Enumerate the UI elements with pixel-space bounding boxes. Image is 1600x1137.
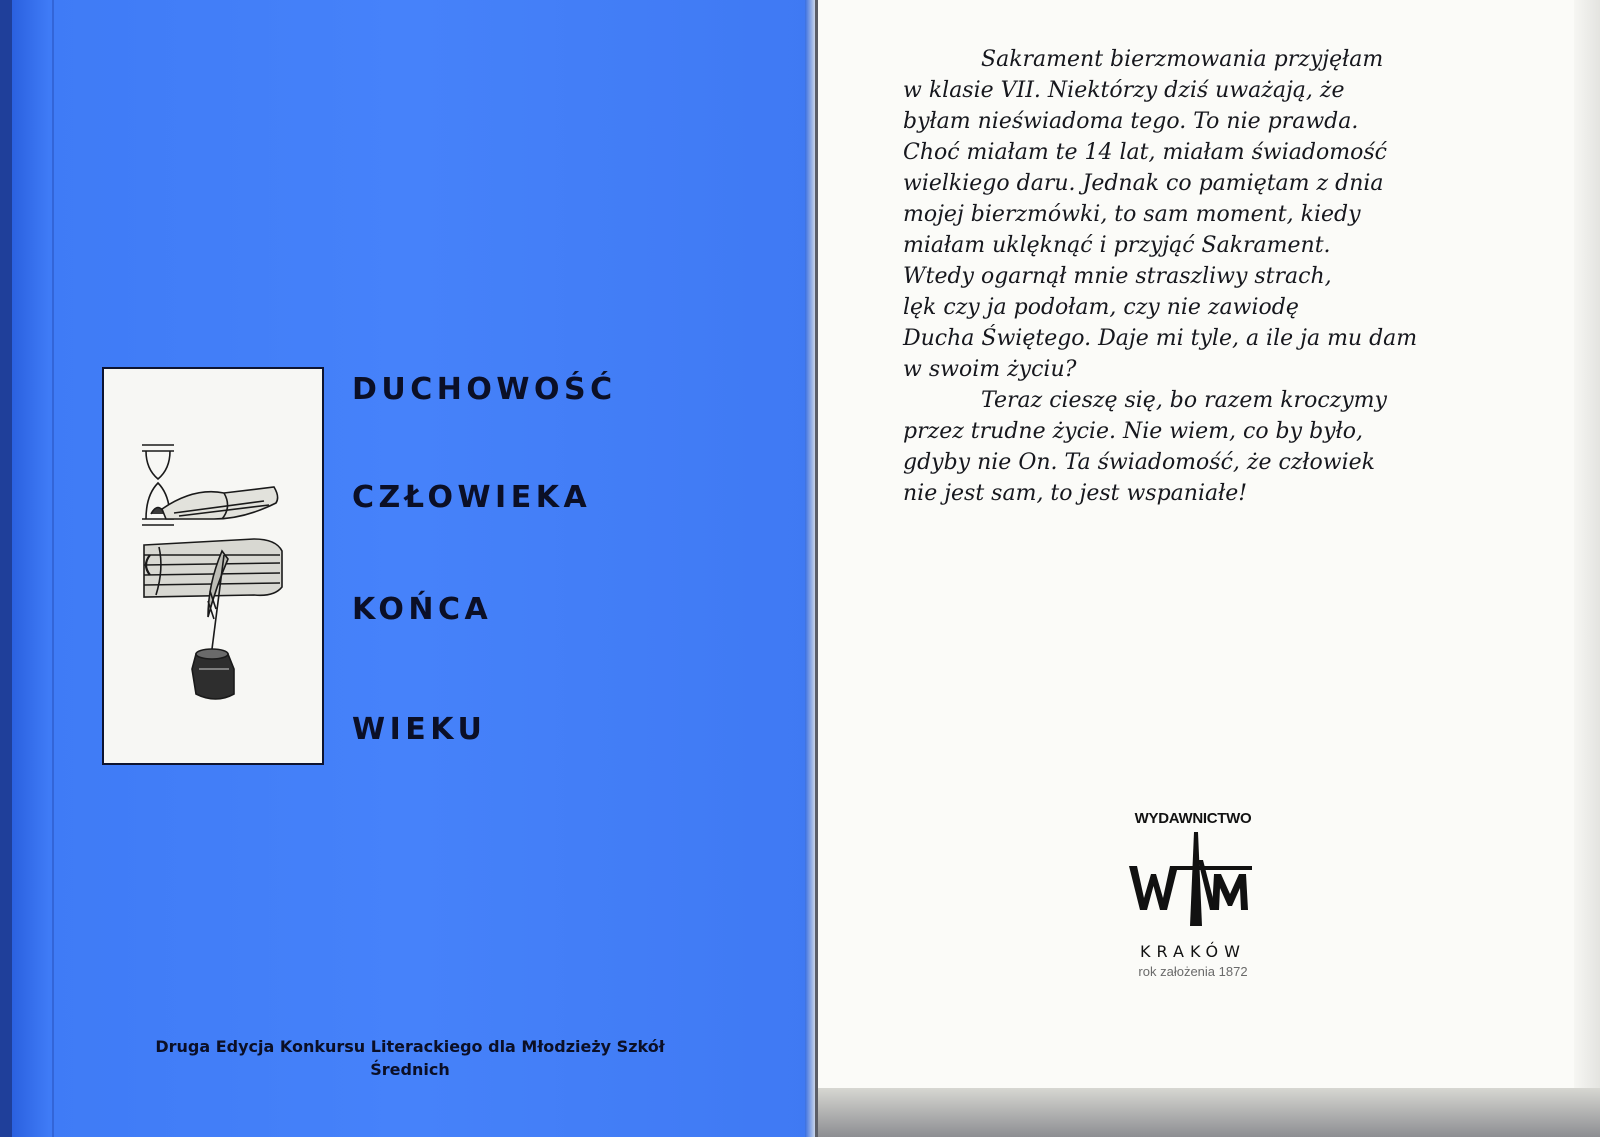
handwritten-line: w swoim życiu? [903, 357, 1077, 382]
cover-right-edge [805, 0, 815, 1137]
back-cover-right-edge [1574, 0, 1600, 1088]
publisher-founded: rok założenia 1872 [1138, 964, 1248, 979]
handwritten-line: w klasie VII. Niektórzy dziś uważają, że [903, 78, 1345, 103]
back-cover-shadow [818, 1088, 1600, 1137]
handwritten-line: Ducha Świętego. Daje mi tyle, a ile ja mu dam [903, 326, 1418, 351]
cover-spine-edge [0, 0, 12, 1137]
handwritten-line: mojej bierzmówki, to sam moment, kiedy [903, 202, 1361, 227]
cover-title-line-2: CZŁOWIEKA [352, 480, 592, 515]
cover-subtitle-line-1: Druga Edycja Konkursu Literackiego dla Młodzieży Szkół [155, 1037, 665, 1056]
publisher-city: KRAKÓW [1140, 942, 1246, 961]
publisher-logo [1118, 810, 1268, 990]
handwritten-line: miałam uklęknąć i przyjąć Sakrament. [903, 233, 1331, 258]
cover-title-line-3: KOŃCA [352, 592, 493, 627]
handwritten-line: przez trudne życie. Nie wiem, co by było, [903, 419, 1363, 444]
cover-illustration [102, 367, 324, 765]
hourglass-books-quill-drawing [104, 369, 322, 763]
handwritten-line: Wtedy ogarnął mnie straszliwy strach, [903, 264, 1332, 289]
cover-title-line-4: WIEKU [352, 712, 487, 747]
cover-title-line-1: DUCHOWOŚĆ [352, 372, 617, 407]
handwritten-testimony [903, 44, 1503, 509]
handwritten-line: byłam nieświadoma tego. To nie prawda. [903, 109, 1359, 134]
handwritten-line: Choć miałam te 14 lat, miałam świadomość [903, 140, 1387, 165]
handwritten-line: nie jest sam, to jest wspaniałe! [903, 481, 1248, 506]
cover-subtitle [100, 1035, 720, 1081]
cover-fold-line [52, 0, 54, 1137]
handwritten-line: Teraz cieszę się, bo razem kroczymy [981, 388, 1387, 413]
back-cover [818, 0, 1600, 1088]
handwritten-line: Sakrament bierzmowania przyjęłam [981, 47, 1384, 72]
cover-subtitle-line-2: Średnich [370, 1060, 450, 1079]
handwritten-line: lęk czy ja podołam, czy nie zawiodę [903, 295, 1299, 320]
handwritten-line: gdyby nie On. Ta świadomość, że człowiek [903, 450, 1376, 475]
handwritten-line: wielkiego daru. Jednak co pamiętam z dnia [903, 171, 1384, 196]
publisher-label: WYDAWNICTWO [1134, 810, 1252, 827]
wam-logo-mark [1118, 830, 1268, 940]
